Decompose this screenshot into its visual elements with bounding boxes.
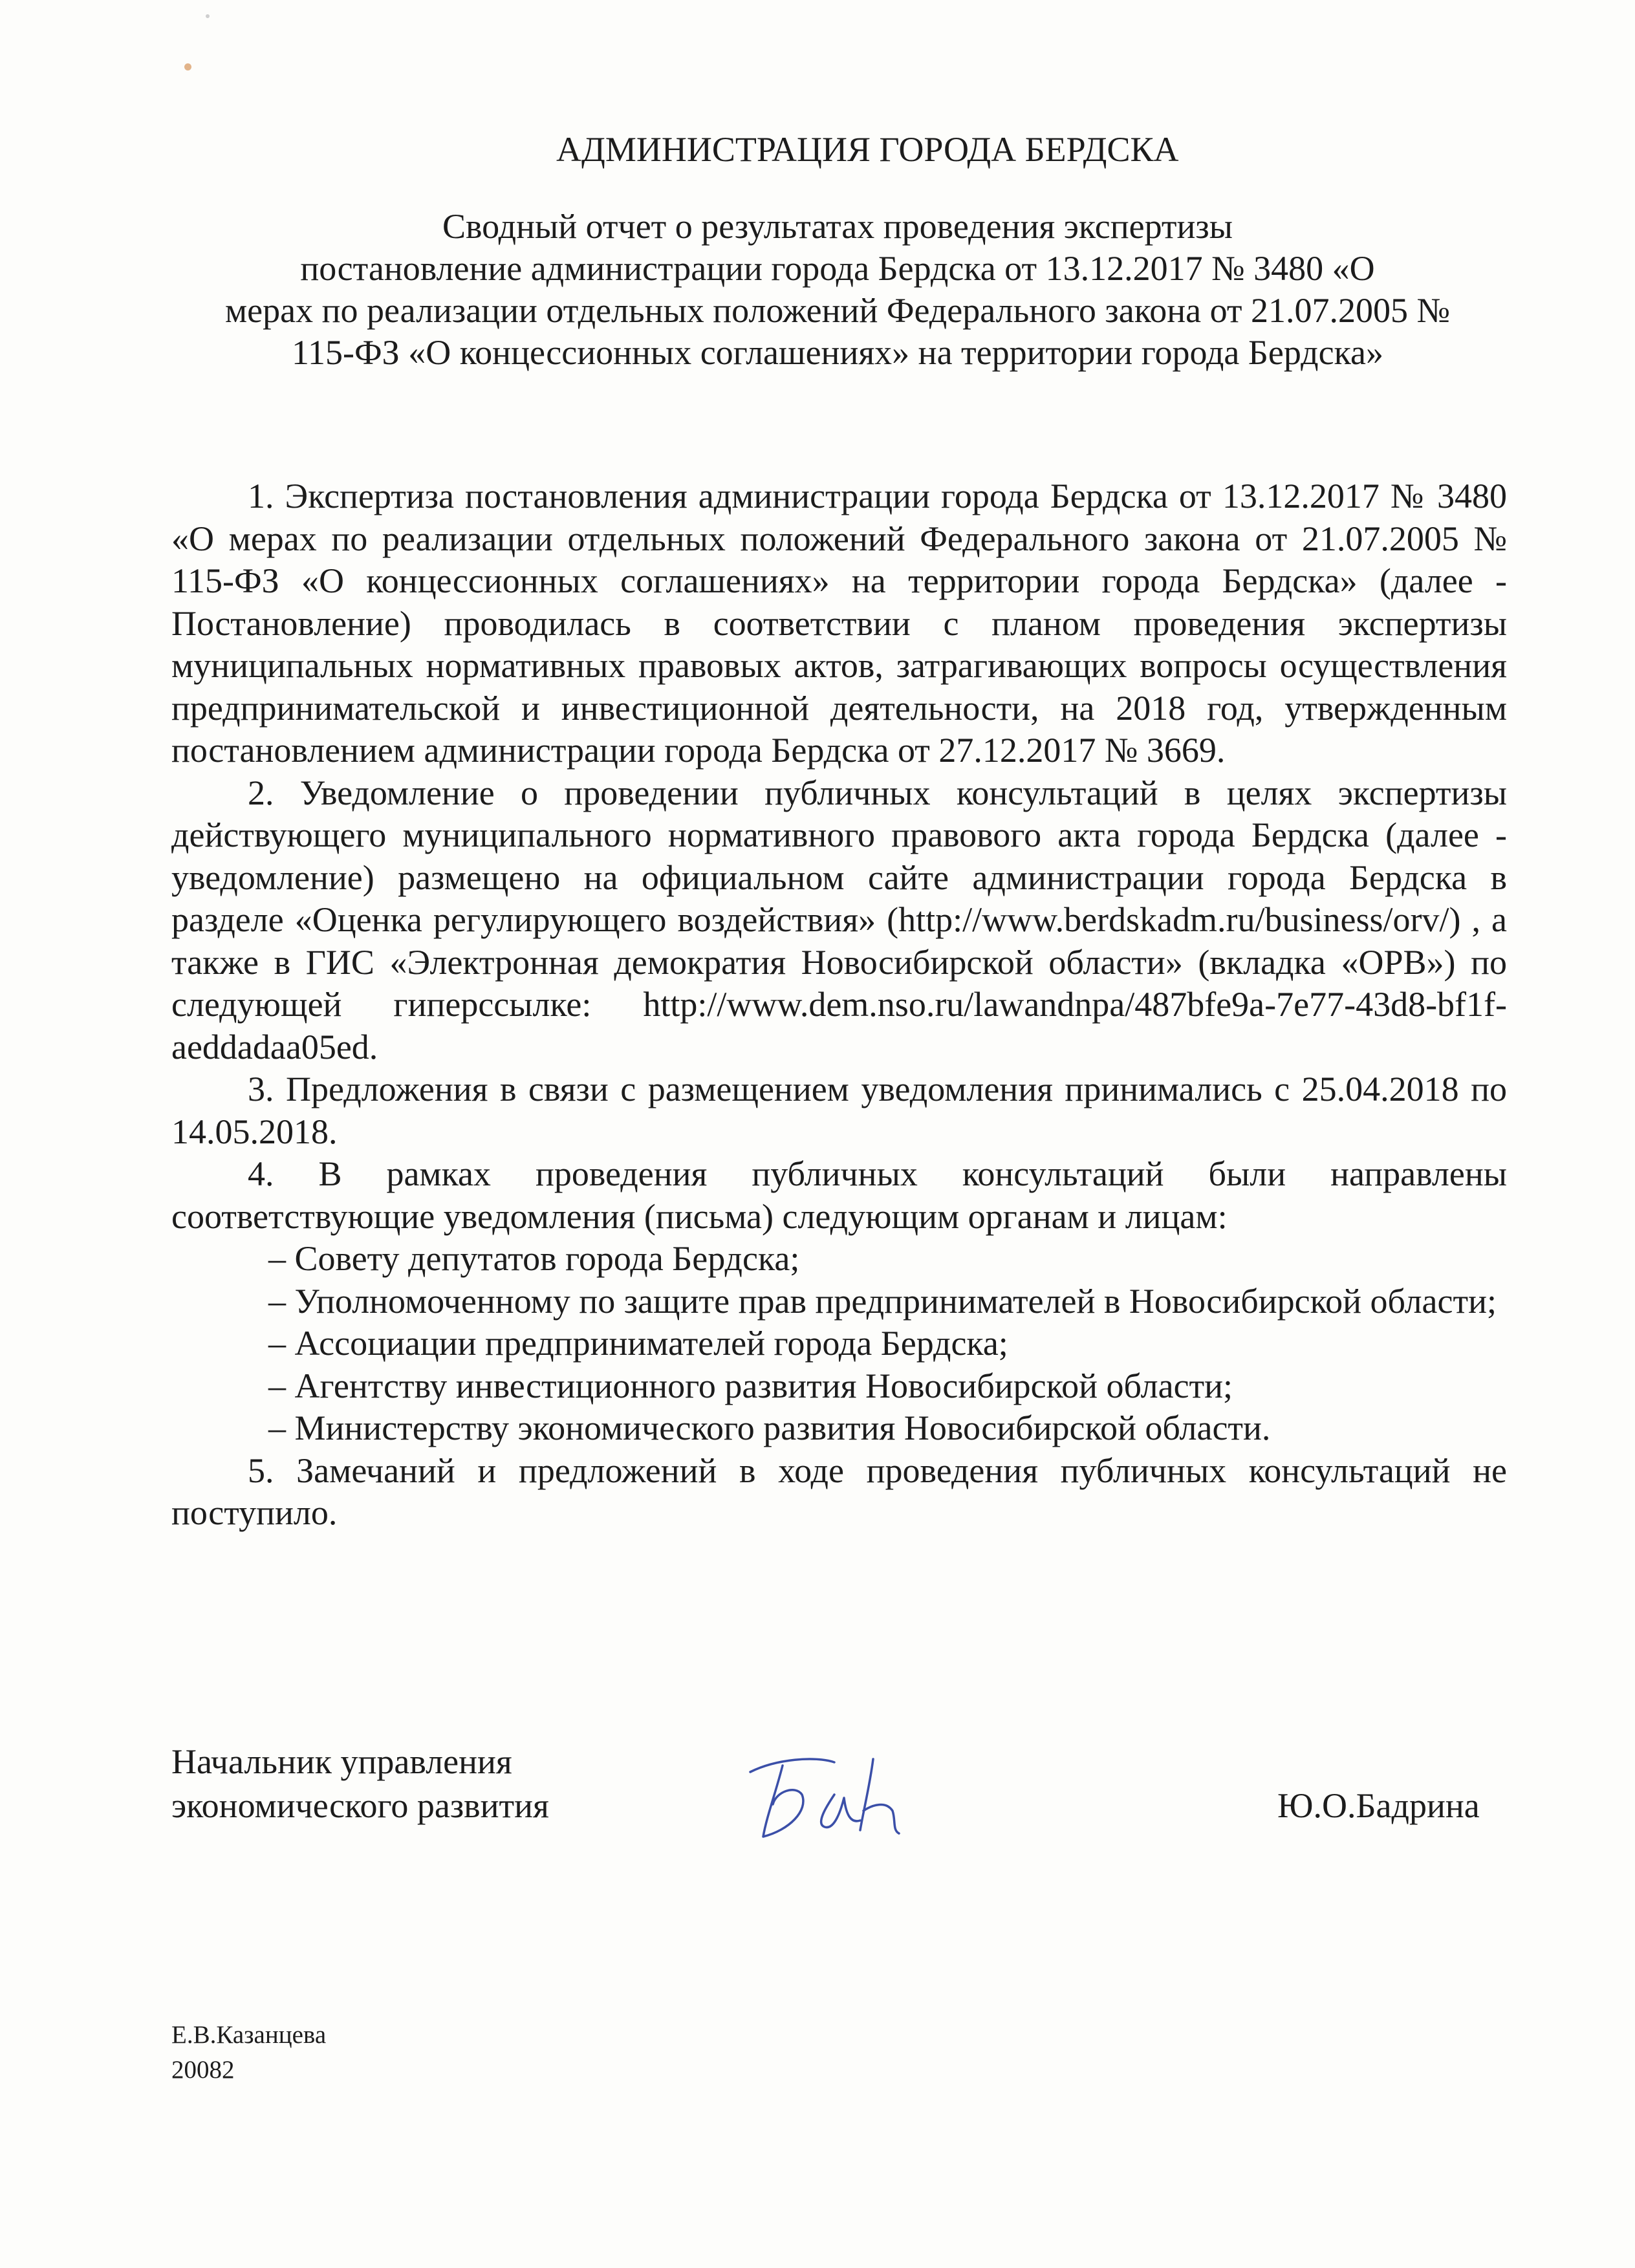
recipient-text: – Уполномоченному по защите прав предпринимателей в Новосибирской области;	[268, 1281, 1497, 1321]
organization-header: АДМИНИСТРАЦИЯ ГОРОДА БЕРДСКА	[556, 130, 1179, 169]
paragraph-1: 1. Экспертиза постановления администрации города Бердска от 13.12.2017 № 3480 «О мерах по реализации отдельных положений Федерального закона от 21.07.2005 № 115-ФЗ «О концессионных соглашениях» на территории города Бердска» (далее - Постановление) проводилась в соответствии с планом проведения экспертизы муниципальных нормативных правовых актов, затрагивающих вопросы осуществления предпринимательской и инвестиционной деятельности, на 2018 год, утвержденным постановлением администрации города Бердска от 27.12.2017 № 3669.	[171, 477, 1507, 770]
handwritten-signature	[737, 1733, 918, 1850]
title-line: постановление администрации города Бердска от 13.12.2017 № 3480 «О	[300, 249, 1375, 288]
paragraph-5: 5. Замечаний и предложений в ходе проведения публичных консультаций не поступило.	[171, 1451, 1507, 1532]
executor-name: Е.В.Казанцева	[171, 2021, 327, 2049]
paragraph-3: 3. Предложения в связи с размещением уведомления принимались с 25.04.2018 по 14.05.2018.	[171, 1070, 1507, 1151]
executor-info	[171, 2018, 326, 2088]
recipient-item	[171, 1365, 1507, 1408]
scan-speck	[206, 14, 210, 18]
recipient-item	[171, 1407, 1507, 1450]
signatory-position	[171, 1740, 549, 1828]
title-line: Сводный отчет о результатах проведения экспертизы	[442, 207, 1233, 246]
recipient-item	[171, 1280, 1507, 1323]
title-line: 115-ФЗ «О концессионных соглашениях» на территории города Бердска»	[292, 333, 1383, 372]
position-line: экономического развития	[171, 1786, 549, 1825]
document-body	[171, 475, 1507, 1535]
document-title	[171, 206, 1504, 374]
paragraph-4: 4. В рамках проведения публичных консультаций были направлены соответствующие уведомления (письма) следующим органам и лицам:	[171, 1154, 1507, 1236]
paragraph-2: 2. Уведомление о проведении публичных консультаций в целях экспертизы действующего муниципального нормативного правового акта города Бердска (далее - уведомление) размещено на официальном сайте администрации города Бердска в разделе «Оценка регулирующего воздействия» (http://www.berdskadm.ru/business/orv/) , а также в ГИС «Электронная демократия Новосибирской области» (вкладка «ОРВ») по следующей гиперссылке: http://www.dem.nso.ru/lawandnpa/487bfe9a-7e77-43d8-bf1f-aeddadaa05ed.	[171, 773, 1507, 1066]
recipient-text: – Ассоциации предпринимателей города Бердска;	[268, 1324, 1008, 1363]
executor-phone: 20082	[171, 2056, 235, 2084]
recipient-item	[171, 1238, 1507, 1280]
recipient-text: – Министерству экономического развития Новосибирской области.	[268, 1409, 1271, 1447]
recipient-text: – Агентству инвестиционного развития Новосибирской области;	[268, 1366, 1233, 1405]
signatory-name: Ю.О.Бадрина	[1277, 1786, 1480, 1825]
position-line: Начальник управления	[171, 1742, 512, 1781]
recipient-item	[171, 1323, 1507, 1365]
title-line: мерах по реализации отдельных положений Федерального закона от 21.07.2005 №	[225, 291, 1450, 330]
scan-speck	[184, 63, 191, 70]
recipient-text: – Совету депутатов города Бердска;	[268, 1239, 800, 1278]
